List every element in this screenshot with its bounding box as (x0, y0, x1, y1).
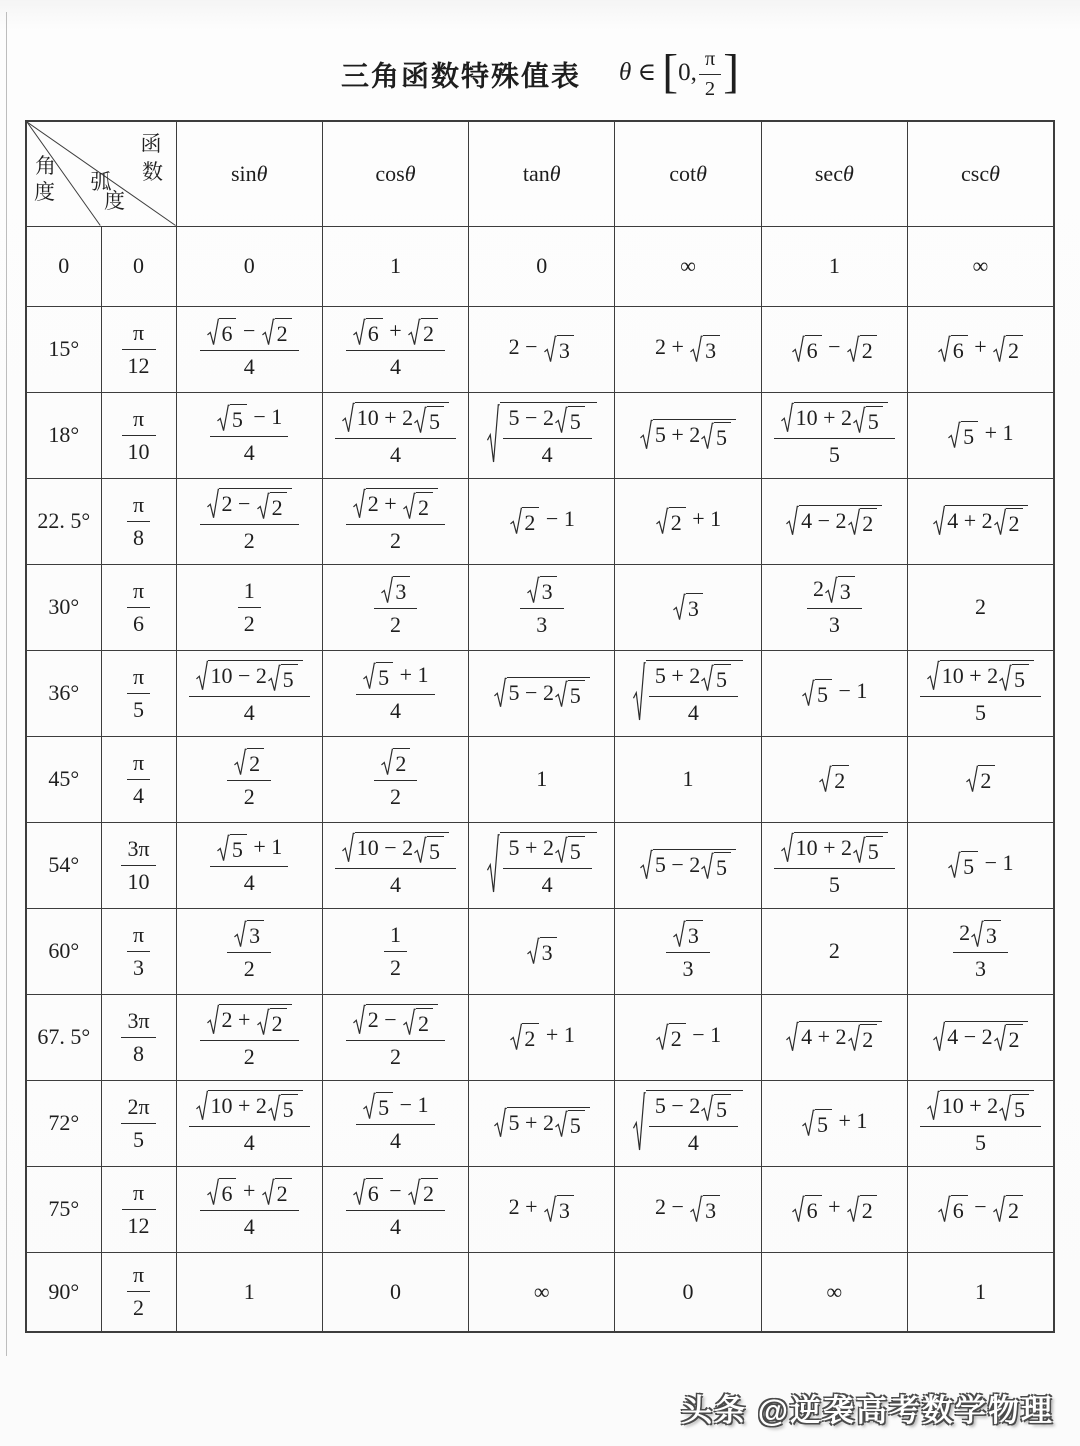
value-cell: 5 − 1 (761, 650, 907, 736)
angle-radians-cell: $\frac{\pi}{8}$ (101, 478, 176, 564)
corner-label-char: 弧 (90, 170, 112, 194)
value-cell: 1 (615, 736, 761, 822)
corner-label-char: 角 (35, 154, 56, 178)
angle-degrees-cell: 60° (26, 908, 101, 994)
table-row (26, 736, 1054, 822)
value-cell: 5 + 2 5 4 (469, 822, 615, 908)
value-cell: 5 − 1 4 (176, 392, 322, 478)
table-row (26, 1166, 1054, 1252)
table-row (26, 306, 1054, 392)
value-cell: 6 − 2 (761, 306, 907, 392)
angle-degrees-cell: 22. 5° (26, 478, 101, 564)
angle-degrees-cell: 54° (26, 822, 101, 908)
value-cell: 6 + 2 (761, 1166, 907, 1252)
value-cell: 10 − 2 5 4 (176, 650, 322, 736)
value-cell: 4 + 2 2 (907, 478, 1054, 564)
angle-degrees-cell: 18° (26, 392, 101, 478)
value-cell: ∞ (469, 1252, 615, 1332)
value-cell: 3 (615, 564, 761, 650)
value-cell: $\frac{3}{2}$ (176, 908, 322, 994)
value-cell: 5 + 1 4 (322, 650, 468, 736)
table-row (26, 392, 1054, 478)
value-cell: 2 + 1 (615, 478, 761, 564)
header-row (26, 121, 1054, 226)
value-cell: 10 + 2 5 5 (761, 822, 907, 908)
angle-radians-cell: $\frac{\pi}{10}$ (101, 392, 176, 478)
value-cell: 1 (322, 226, 468, 306)
value-cell: 6 + 2 4 (322, 306, 468, 392)
angle-degrees-cell: 30° (26, 564, 101, 650)
trig-values-table (25, 120, 1055, 1333)
value-cell: 2 − 3 (469, 306, 615, 392)
value-cell: 5 + 1 4 (176, 822, 322, 908)
value-cell: 2 (761, 736, 907, 822)
value-cell: 5 − 1 4 (322, 1080, 468, 1166)
title-text: 三角函数特殊值表 (340, 60, 581, 92)
table-row (26, 478, 1054, 564)
angle-radians-cell: $\frac{\pi}{12}$ (101, 1166, 176, 1252)
table-row (26, 822, 1054, 908)
value-cell: $\frac{1}{2}$ (176, 564, 322, 650)
value-cell: 5 − 2 5 (469, 650, 615, 736)
value-cell: 6 − 2 4 (322, 1166, 468, 1252)
table-body (26, 226, 1054, 1332)
value-cell: 10 + 2 5 5 (761, 392, 907, 478)
value-cell: 5 − 2 5 (615, 822, 761, 908)
angle-radians-cell: $\frac{\pi}{2}$ (101, 1252, 176, 1332)
angle-degrees-cell: 67. 5° (26, 994, 101, 1080)
value-cell: 0 (176, 226, 322, 306)
column-header-sec: secθ (761, 121, 907, 226)
angle-radians-cell: $\frac{\pi}{5}$ (101, 650, 176, 736)
value-cell: 4 − 2 2 (907, 994, 1054, 1080)
title-theta-range: θ ∈ [0, $\frac{\pi}{2}$ ] (618, 46, 740, 100)
angle-radians-cell: $\frac{3\pi}{8}$ (101, 994, 176, 1080)
corner-label-char: 度 (34, 180, 55, 204)
value-cell: 2 + 3 (469, 1166, 615, 1252)
value-cell: 2 + 2 2 (322, 478, 468, 564)
column-header-tan: tanθ (469, 121, 615, 226)
table-row (26, 226, 1054, 306)
value-cell: 5 + 2 5 (469, 1080, 615, 1166)
value-cell: 2 + 3 (615, 306, 761, 392)
watermark: 头条 @逆袭高考数学物理 (681, 1393, 1054, 1428)
corner-header-cell (26, 121, 176, 226)
value-cell: 4 + 2 2 (761, 994, 907, 1080)
value-cell: 2 + 1 (469, 994, 615, 1080)
value-cell: ∞ (761, 1252, 907, 1332)
value-cell: 1 (176, 1252, 322, 1332)
table-row (26, 994, 1054, 1080)
value-cell: 5 + 1 (907, 392, 1054, 478)
value-cell: 3 (469, 908, 615, 994)
column-header-cot: cotθ (615, 121, 761, 226)
value-cell: 10 + 2 5 4 (322, 392, 468, 478)
value-cell: ∞ (615, 226, 761, 306)
value-cell: $\frac{2}{2}$ (322, 736, 468, 822)
table-row (26, 1080, 1054, 1166)
value-cell: 2 − 1 (615, 994, 761, 1080)
angle-degrees-cell: 15° (26, 306, 101, 392)
value-cell: 5 + 2 5 4 (615, 650, 761, 736)
value-cell: 5 − 2 5 4 (469, 392, 615, 478)
value-cell: $\frac{3}{3}$ (469, 564, 615, 650)
column-header-sin: sinθ (176, 121, 322, 226)
value-cell: 5 − 2 5 4 (615, 1080, 761, 1166)
page-edge-line (6, 12, 7, 1356)
value-cell: 2 (907, 564, 1054, 650)
corner-label-char: 度 (104, 189, 125, 213)
corner-radians-label (77, 172, 125, 212)
table-row (26, 564, 1054, 650)
angle-radians-cell: $\frac{\pi}{12}$ (101, 306, 176, 392)
angle-degrees-cell: 45° (26, 736, 101, 822)
value-cell: 2 3 3 (907, 908, 1054, 994)
value-cell: $\frac{3}{2}$ (322, 564, 468, 650)
value-cell: $\frac{2}{2}$ (176, 736, 322, 822)
value-cell: 0 (469, 226, 615, 306)
value-cell: 6 − 2 4 (176, 306, 322, 392)
value-cell: 1 (469, 736, 615, 822)
value-cell: 2 − 1 (469, 478, 615, 564)
angle-degrees-cell: 72° (26, 1080, 101, 1166)
angle-degrees-cell: 36° (26, 650, 101, 736)
corner-label-char: 数 (142, 160, 163, 184)
table-row (26, 1252, 1054, 1332)
angle-radians-cell: $\frac{3\pi}{10}$ (101, 822, 176, 908)
angle-radians-cell: $\frac{\pi}{6}$ (101, 564, 176, 650)
value-cell: $\frac{1}{2}$ (322, 908, 468, 994)
page-title (0, 48, 1080, 101)
value-cell: 1 (761, 226, 907, 306)
column-header-cos: cosθ (322, 121, 468, 226)
value-cell: 0 (615, 1252, 761, 1332)
corner-function-label (139, 134, 163, 183)
value-cell: 2 − 2 2 (176, 478, 322, 564)
value-cell: 4 − 2 2 (761, 478, 907, 564)
value-cell: 6 + 2 4 (176, 1166, 322, 1252)
value-cell: 6 + 2 (907, 306, 1054, 392)
table-row (26, 650, 1054, 736)
value-cell: 5 + 1 (761, 1080, 907, 1166)
value-cell: 2 − 3 (615, 1166, 761, 1252)
value-cell: 5 − 1 (907, 822, 1054, 908)
value-cell: 10 + 2 5 4 (176, 1080, 322, 1166)
angle-degrees-cell: 90° (26, 1252, 101, 1332)
angle-radians-cell: $\frac{\pi}{3}$ (101, 908, 176, 994)
corner-degrees-label (35, 156, 56, 203)
angle-degrees-cell: 0 (26, 226, 101, 306)
column-header-csc: cscθ (907, 121, 1054, 226)
value-cell: 2 (907, 736, 1054, 822)
value-cell: 2 + 2 2 (176, 994, 322, 1080)
value-cell: 10 − 2 5 4 (322, 822, 468, 908)
value-cell: 10 + 2 5 5 (907, 650, 1054, 736)
angle-radians-cell: $\frac{2\pi}{5}$ (101, 1080, 176, 1166)
angle-degrees-cell: 75° (26, 1166, 101, 1252)
value-cell: ∞ (907, 226, 1054, 306)
value-cell: 6 − 2 (907, 1166, 1054, 1252)
value-cell: 2 3 3 (761, 564, 907, 650)
angle-radians-cell: 0 (101, 226, 176, 306)
value-cell: 2 − 2 2 (322, 994, 468, 1080)
angle-radians-cell: $\frac{\pi}{4}$ (101, 736, 176, 822)
value-cell: $\frac{3}{3}$ (615, 908, 761, 994)
value-cell: 10 + 2 5 5 (907, 1080, 1054, 1166)
table-row (26, 908, 1054, 994)
value-cell: 1 (907, 1252, 1054, 1332)
value-cell: 0 (322, 1252, 468, 1332)
value-cell: 2 (761, 908, 907, 994)
value-cell: 5 + 2 5 (615, 392, 761, 478)
corner-label-char: 函 (140, 132, 162, 156)
